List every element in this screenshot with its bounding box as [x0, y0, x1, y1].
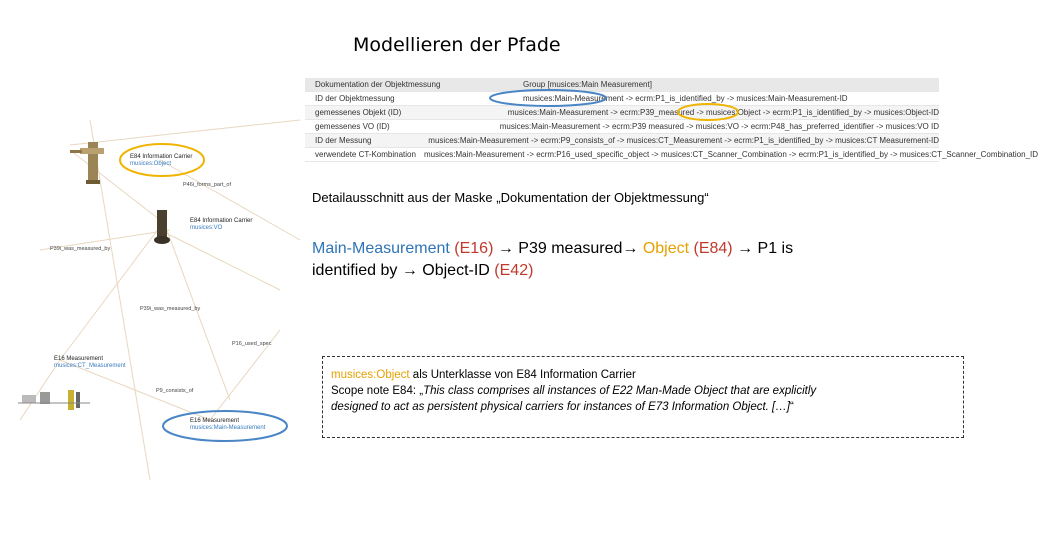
note-text: “ — [789, 401, 794, 413]
note-line-2 — [331, 383, 955, 399]
path-segment: identified by → Object-ID — [312, 262, 495, 279]
row-label: gemessenes VO (ID) — [315, 122, 390, 131]
graph-node-vo — [190, 218, 252, 232]
note-text: als Unterklasse von E84 Information Carrier — [409, 369, 636, 381]
node-label: E16 Measurement — [54, 356, 104, 362]
edge-label: P39i_was_measured_by — [140, 306, 201, 312]
edge-label: P9_consists_of — [156, 388, 194, 394]
row-label: verwendete CT-Kombination — [315, 150, 416, 159]
path-segment: Object — [642, 240, 694, 257]
table-row[interactable] — [305, 148, 1038, 162]
row-label: gemessenes Objekt (ID) — [315, 108, 402, 117]
slide-title: Modellieren der Pfade — [353, 34, 561, 56]
node-sub: musices:Main-Measurement — [190, 425, 266, 431]
edge-label: P16_used_spec — [232, 341, 272, 347]
path-line-1 — [312, 238, 872, 260]
path-segment: (E42) — [494, 262, 534, 279]
graph-node-ct-measurement — [54, 356, 126, 370]
row-path: musices:Main-Measurement -> ecrm:P16_used_specific_object -> musices:CT_Scanner_Combination -> ecrm:P1_is_identified_by -> musices:CT_Scanner_Combination_ID — [423, 150, 1038, 159]
edge-label: P39i_was_measured_by — [50, 246, 111, 252]
row-path: musices:Main-Measurement -> ecrm:P9_consists_of -> musices:CT_Measurement -> ecrm:P1_is_identified_by -> musices:CT Measurement-ID — [428, 136, 939, 145]
row-path: musices:Main-Measurement -> ecrm:P39_measured -> musices:Object -> ecrm:P1_is_identified_by -> musices:Object-ID — [507, 108, 939, 117]
path-line-2 — [312, 260, 872, 282]
node-sub: musices:Object — [130, 161, 172, 167]
note-text: Scope note E84: „ — [331, 385, 424, 397]
path-segment: → P39 measured→ — [493, 240, 643, 257]
note-line-1 — [331, 367, 955, 383]
object-image-2 — [154, 210, 170, 244]
caption: Detailausschnitt aus der Maske „Dokumentation der Objektmessung“ — [312, 190, 709, 205]
table-row[interactable] — [305, 134, 939, 148]
node-label: E84 Information Carrier — [130, 154, 193, 160]
ontology-graph — [0, 0, 300, 540]
table-header-right: Group [musices:Main Measurement] — [523, 80, 652, 89]
note-highlight: musices:Object — [331, 369, 410, 381]
path-segment: (E84) — [693, 240, 733, 257]
note-italic: This class comprises all instances of E22 Man-Made Object that are explicitly — [423, 385, 817, 397]
row-label: ID der Messung — [315, 136, 372, 145]
path-description — [312, 238, 872, 282]
scope-note-box — [322, 356, 964, 438]
note-italic: designed to act as persistent physical carriers for instances of E73 Information Object. […] — [331, 401, 790, 413]
node-sub: musices:VO — [190, 225, 223, 231]
path-segment: Main-Measurement — [312, 240, 455, 257]
table-header-left: Dokumentation der Objektmessung — [315, 80, 441, 89]
row-path: musices:Main-Measurement -> ecrm:P1_is_identified_by -> musices:Main-Measurement-ID — [523, 94, 848, 103]
edge-label: P46i_forms_part_of — [183, 182, 231, 188]
graph-node-main-measurement — [190, 418, 265, 432]
note-line-3 — [331, 399, 955, 415]
node-label: E84 Information Carrier — [190, 218, 253, 224]
row-label: ID der Objektmessung — [315, 94, 395, 103]
graph-node-object — [130, 154, 192, 168]
path-segment: → P1 is — [732, 240, 794, 257]
node-label: E16 Measurement — [190, 418, 240, 424]
node-sub: musices:CT_Measurement — [54, 363, 126, 369]
path-segment: (E16) — [454, 240, 494, 257]
table-highlights — [300, 74, 960, 124]
row-path: musices:Main-Measurement -> ecrm:P39 measured -> musices:VO -> ecrm:P48_has_preferred_identifier -> musices:VO ID — [499, 122, 939, 131]
